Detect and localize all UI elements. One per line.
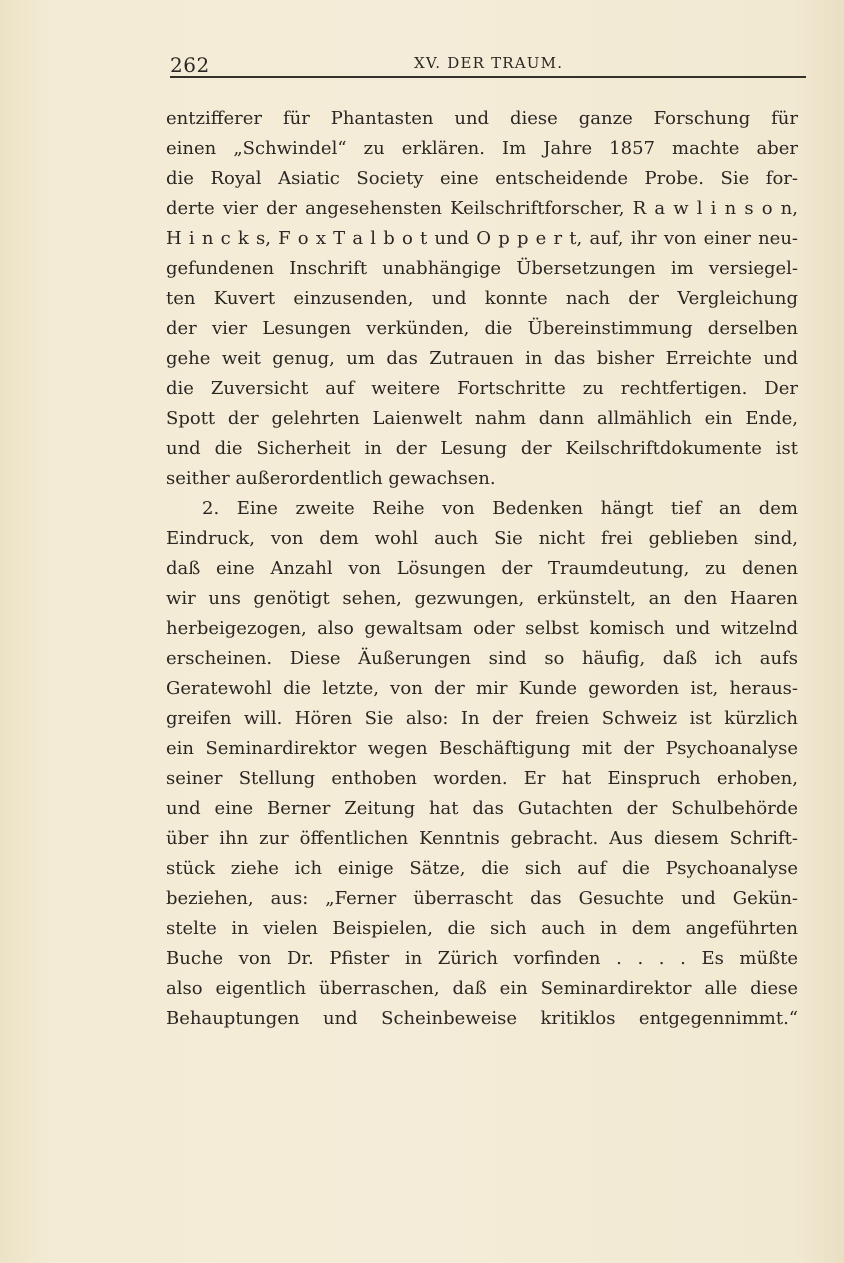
text-line: greifen will. Hören Sie also: In der freien Schweiz ist kürzlich: [166, 708, 798, 729]
text-line: Geratewohl die letzte, von der mir Kunde geworden ist, heraus-: [166, 678, 798, 699]
text-line: seither außerordentlich gewachsen.: [166, 468, 496, 489]
header-rule: [170, 76, 806, 78]
text-line: Buche von Dr. Pfister in Zürich vorfinden . . . . Es müßte: [166, 948, 798, 969]
body-text: [166, 104, 798, 1034]
text-line: stelte in vielen Beispielen, die sich auch in dem angeführten: [166, 918, 798, 939]
text-line: herbeigezogen, also gewaltsam oder selbst komisch und witzelnd: [166, 618, 798, 639]
text-line: die Royal Asiatic Society eine entscheidende Probe. Sie for-: [166, 168, 798, 189]
text-line: derte vier der angesehensten Keilschriftforscher, R a w l i n s o n,: [166, 198, 798, 219]
text-line: die Zuversicht auf weitere Fortschritte zu rechtfertigen. Der: [166, 378, 798, 399]
text-line: seiner Stellung enthoben worden. Er hat Einspruch erhoben,: [166, 768, 798, 789]
text-line: daß eine Anzahl von Lösungen der Traumdeutung, zu denen: [166, 558, 798, 579]
text-line: entzifferer für Phantasten und diese ganze Forschung für: [166, 108, 798, 129]
text-line: also eigentlich überraschen, daß ein Seminardirektor alle diese: [166, 978, 798, 999]
text-line: gehe weit genug, um das Zutrauen in das bisher Erreichte und: [166, 348, 798, 369]
text-line: der vier Lesungen verkünden, die Übereinstimmung derselben: [166, 318, 798, 339]
text-line: Behauptungen und Scheinbeweise kritiklos entgegennimmt.“: [166, 1008, 798, 1029]
text-line: H i n c k s, F o x T a l b o t und O p p e r t, auf, ihr von einer neu-: [166, 228, 798, 249]
text-line: ten Kuvert einzusenden, und konnte nach der Vergleichung: [166, 288, 798, 309]
text-line: erscheinen. Diese Äußerungen sind so häufig, daß ich aufs: [166, 648, 798, 669]
text-line: einen „Schwindel“ zu erklären. Im Jahre 1857 machte aber: [166, 138, 798, 159]
page-number: 262: [170, 53, 210, 77]
running-head: XV. DER TRAUM.: [414, 54, 564, 72]
text-line: und die Sicherheit in der Lesung der Keilschriftdokumente ist: [166, 438, 798, 459]
text-line: gefundenen Inschrift unabhängige Übersetzungen im versiegel-: [166, 258, 798, 279]
text-line: 2. Eine zweite Reihe von Bedenken hängt tief an dem: [202, 498, 798, 519]
text-line: wir uns genötigt sehen, gezwungen, erkünstelt, an den Haaren: [166, 588, 798, 609]
text-line: über ihn zur öffentlichen Kenntnis gebracht. Aus diesem Schrift-: [166, 828, 798, 849]
text-line: ein Seminardirektor wegen Beschäftigung mit der Psychoanalyse: [166, 738, 798, 759]
text-line: Spott der gelehrten Laienwelt nahm dann allmählich ein Ende,: [166, 408, 798, 429]
text-line: stück ziehe ich einige Sätze, die sich auf die Psychoanalyse: [166, 858, 798, 879]
text-line: Eindruck, von dem wohl auch Sie nicht frei geblieben sind,: [166, 528, 798, 549]
text-line: beziehen, aus: „Ferner überrascht das Gesuchte und Gekün-: [166, 888, 798, 909]
text-line: und eine Berner Zeitung hat das Gutachten der Schulbehörde: [166, 798, 798, 819]
